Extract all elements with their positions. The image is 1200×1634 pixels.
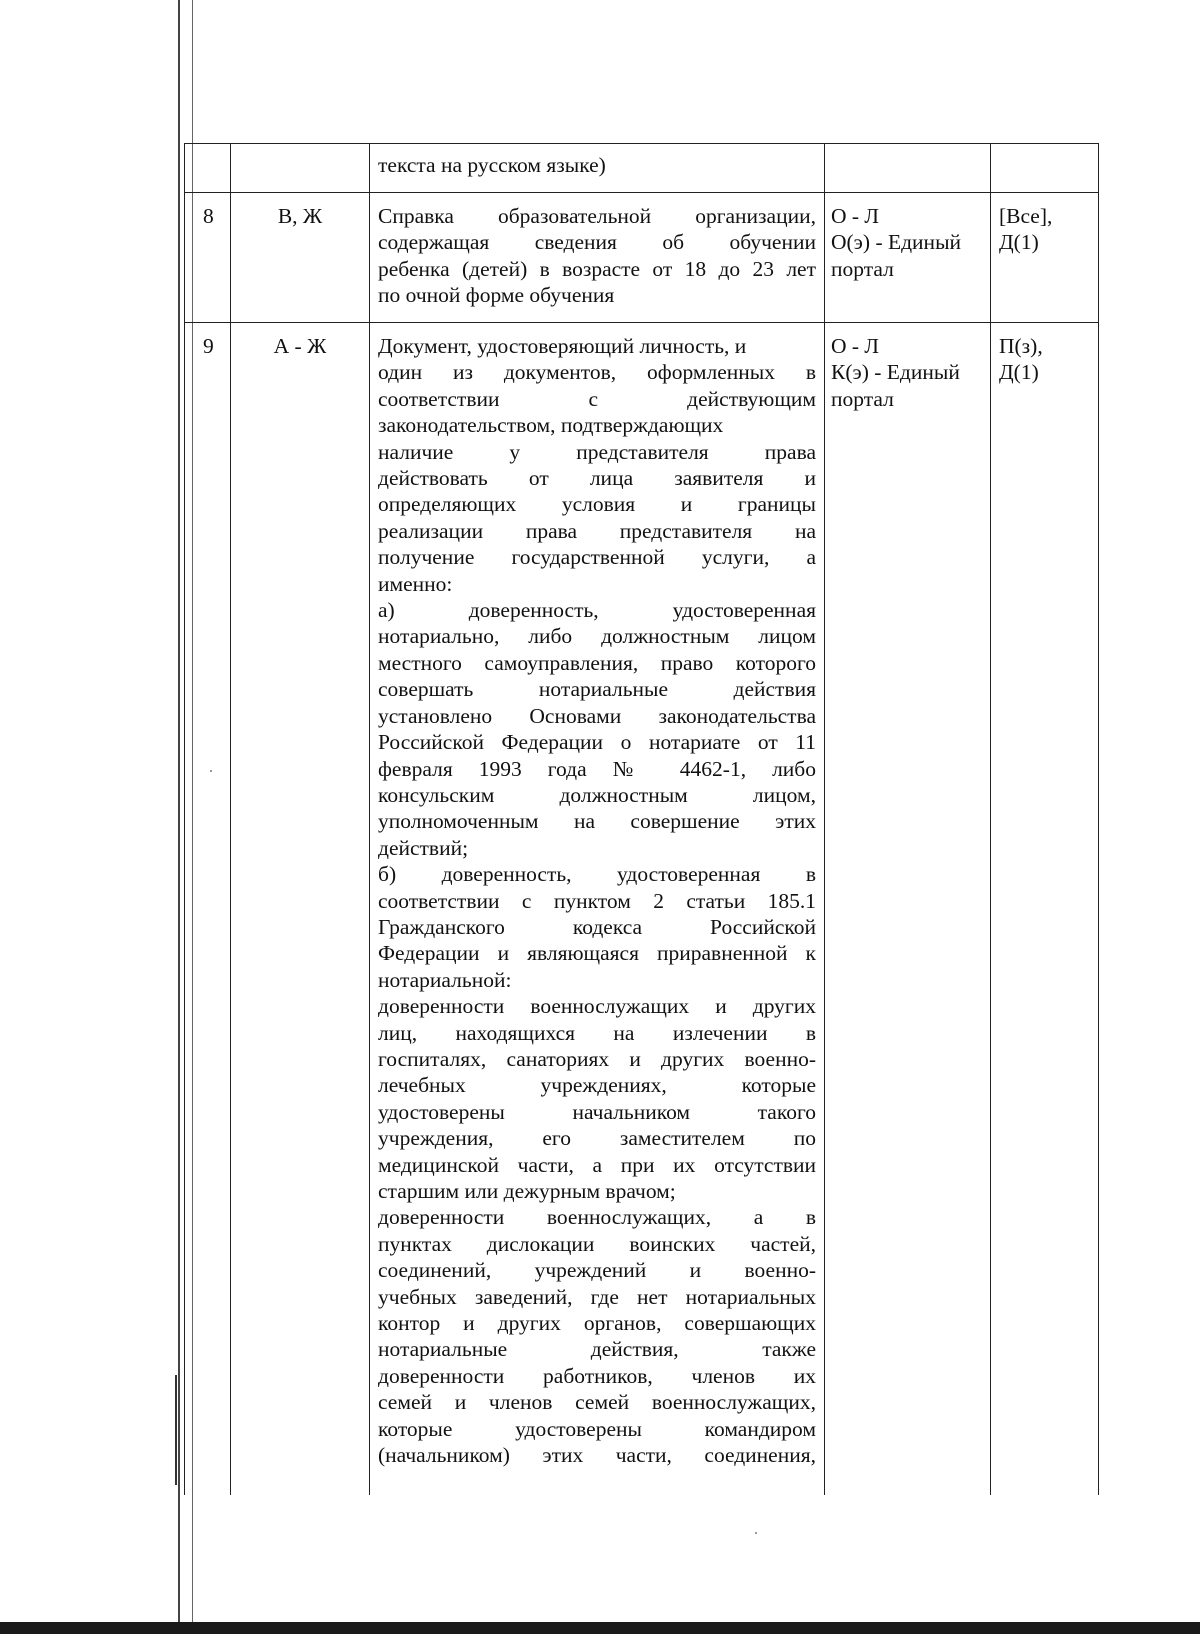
document-text-line: контор и других органов, совершающих: [378, 1311, 816, 1336]
document-text-line: соответствии с пунктом 2 статьи 185.1: [378, 888, 816, 913]
row-categories: В, Ж: [231, 193, 370, 322]
row-form: О - Л О(э) - Единый портал: [825, 193, 991, 322]
document-text-line: консульским должностным лицом,: [378, 782, 816, 807]
document-text-line: которые удостоверены командиром: [378, 1416, 816, 1441]
document-text-line: Российской Федерации о нотариате от 11: [378, 730, 816, 755]
document-text-line: (начальником) этих части, соединения,: [378, 1443, 816, 1468]
document-text-line: по очной форме обучения: [378, 283, 615, 308]
document-text-line: семей и членов семей военнослужащих,: [378, 1390, 816, 1415]
document-text-line: старшим или дежурным врачом;: [378, 1179, 676, 1203]
document-text-line: действовать от лица заявителя и: [378, 466, 816, 491]
row-code: [991, 144, 1099, 192]
document-text-line: совершать нотариальные действия: [378, 677, 816, 702]
row-document: [370, 144, 825, 192]
document-text-line: доверенности работников, членов их: [378, 1363, 816, 1388]
document-text-line: б) доверенность, удостоверенная в: [378, 862, 816, 887]
row-document: [370, 323, 825, 1495]
document-text-line: законодательством, подтверждающих: [378, 413, 724, 438]
document-text-line: соответствии с действующим: [378, 386, 816, 411]
document-text-line: текста на русском языке): [378, 153, 606, 177]
document-text-line: содержащая сведения об обучении: [378, 230, 816, 255]
document-text-line: Гражданского кодекса Российской: [378, 914, 816, 939]
row-number: 8: [185, 193, 231, 322]
row-document: [370, 193, 825, 322]
document-text-line: ребенка (детей) в возрасте от 18 до 23 лет: [378, 256, 816, 281]
document-text-line: нотариально, либо должностным лицом: [378, 624, 816, 649]
document-text-line: установлено Основами законодательства: [378, 703, 816, 728]
document-text-line: получение государственной услуги, а: [378, 545, 816, 570]
document-text-line: лечебных учреждениях, которые: [378, 1073, 816, 1098]
table-row: [185, 322, 1099, 1495]
row-number: 9: [185, 323, 231, 1495]
row-form: [825, 144, 991, 192]
document-text-line: именно:: [378, 571, 453, 596]
document-text-line: Справка образовательной организации,: [378, 204, 816, 228]
document-text-line: учебных заведений, где нет нотариальных: [378, 1284, 816, 1309]
document-text-line: доверенности военнослужащих, а в: [378, 1205, 816, 1230]
document-text-line: доверенности военнослужащих и других: [378, 994, 816, 1019]
row-categories: [231, 144, 370, 192]
scan-margin-line: [178, 0, 180, 1634]
document-text-line: соединений, учреждений и военно-: [378, 1258, 816, 1283]
document-text-line: удостоверены начальником такого: [378, 1099, 816, 1124]
scan-bottom-edge: [0, 1622, 1200, 1634]
document-text-line: реализации права представителя на: [378, 518, 816, 543]
document-text-line: а) доверенность, удостоверенная: [378, 598, 816, 623]
row-code: П(з), Д(1): [991, 323, 1099, 1495]
document-text-line: один из документов, оформленных в: [378, 360, 816, 385]
document-text-line: действий;: [378, 835, 469, 860]
document-text-line: госпиталях, санаториях и других военно-: [378, 1046, 816, 1071]
table-row: [185, 143, 1099, 192]
document-table: [184, 143, 1099, 1495]
document-text-line: уполномоченным на совершение этих: [378, 809, 816, 834]
document-text-line: определяющих условия и границы: [378, 492, 816, 517]
document-text-line: наличие у представителя права: [378, 439, 816, 464]
document-text-line: февраля 1993 года № 4462-1, либо: [378, 756, 816, 781]
document-text-line: учреждения, его заместителем по: [378, 1126, 816, 1151]
row-code: [Все], Д(1): [991, 193, 1099, 322]
document-text-line: Документ, удостоверяющий личность, и: [378, 334, 747, 358]
row-form: О - Л К(э) - Единый портал: [825, 323, 991, 1495]
document-text-line: местного самоуправления, право которого: [378, 650, 816, 675]
scan-artifact: [175, 1375, 177, 1485]
document-text-line: Федерации и являющаяся приравненной к: [378, 941, 816, 966]
document-text-line: нотариальной:: [378, 967, 512, 992]
document-text-line: нотариальные действия, также: [378, 1337, 816, 1362]
document-text-line: лиц, находящихся на излечении в: [378, 1020, 816, 1045]
table-row: [185, 192, 1099, 322]
document-text-line: пунктах дислокации воинских частей,: [378, 1231, 816, 1256]
scan-speck: [755, 1532, 757, 1534]
row-categories: А - Ж: [231, 323, 370, 1495]
document-text-line: медицинской части, а при их отсутствии: [378, 1152, 816, 1177]
row-number: [185, 144, 231, 192]
